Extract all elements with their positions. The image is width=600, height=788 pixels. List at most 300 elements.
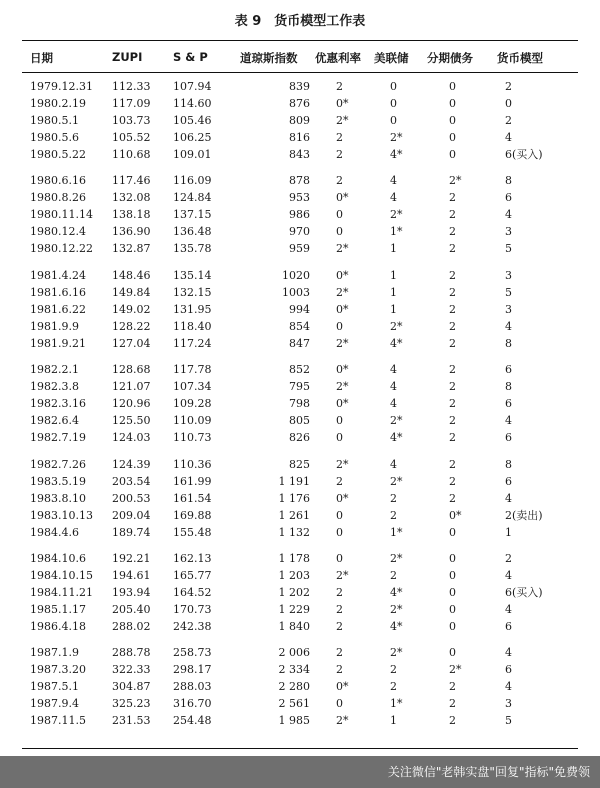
cell-date: 1981.6.22 — [30, 302, 86, 316]
cell-zupi: 149.02 — [112, 302, 151, 316]
cell-dow: 1 202 — [278, 586, 310, 599]
header-date: 日期 — [30, 51, 53, 65]
cell-fed: 1* — [390, 525, 403, 539]
cell-installment: 2 — [449, 474, 456, 488]
cell-pref-rate: 2 — [336, 646, 343, 660]
cell-model: 2(卖出) — [505, 508, 543, 522]
cell-model: 4 — [505, 603, 512, 616]
cell-fed: 2 — [390, 491, 397, 505]
table-row — [0, 267, 600, 284]
cell-pref-rate: 2* — [336, 569, 349, 582]
cell-sp: 135.14 — [173, 268, 212, 282]
cell-model: 4 — [505, 646, 512, 660]
cell-pref-rate: 0* — [336, 491, 349, 505]
cell-model: 6 — [505, 474, 512, 488]
cell-dow: 852 — [289, 363, 310, 377]
cell-installment: 2 — [449, 363, 456, 377]
cell-fed: 4 — [390, 363, 397, 377]
table-row — [0, 361, 600, 378]
cell-installment: 2 — [449, 714, 456, 728]
table-row — [0, 129, 600, 146]
table-row — [0, 601, 600, 618]
cell-installment: 0 — [449, 97, 456, 110]
cell-dow: 2 280 — [278, 680, 310, 694]
cell-sp: 132.15 — [173, 285, 212, 299]
table-row — [0, 112, 600, 129]
cell-model: 3 — [505, 225, 512, 239]
cell-fed: 1* — [390, 697, 403, 711]
cell-zupi: 103.73 — [112, 114, 151, 127]
cell-installment: 2 — [449, 380, 456, 394]
cell-fed: 1 — [390, 285, 397, 299]
cell-sp: 137.15 — [173, 208, 212, 222]
cell-pref-rate: 0 — [336, 225, 343, 239]
table-row — [0, 456, 600, 473]
cell-zupi: 132.87 — [112, 242, 151, 256]
cell-sp: 242.38 — [173, 620, 212, 633]
cell-installment: 2 — [449, 491, 456, 505]
cell-sp: 110.09 — [173, 414, 212, 428]
cell-sp: 161.54 — [173, 491, 212, 505]
cell-date: 1980.11.14 — [30, 208, 93, 222]
table-row — [0, 318, 600, 335]
cell-fed: 1 — [390, 302, 397, 316]
cell-sp: 161.99 — [173, 474, 212, 488]
cell-model: 1 — [505, 525, 512, 539]
cell-date: 1981.6.16 — [30, 285, 86, 299]
cell-fed: 0 — [390, 97, 397, 110]
table-row — [0, 78, 600, 95]
cell-pref-rate: 2 — [336, 474, 343, 488]
table-row — [0, 301, 600, 318]
cell-date: 1981.9.9 — [30, 319, 79, 333]
table-row — [0, 146, 600, 163]
table-row — [0, 490, 600, 507]
cell-zupi: 124.03 — [112, 431, 151, 445]
cell-pref-rate: 0* — [336, 680, 349, 694]
cell-fed: 4* — [390, 148, 403, 161]
cell-installment: 0 — [449, 131, 456, 144]
cell-model: 5 — [505, 285, 512, 299]
header-fed: 美联储 — [374, 51, 409, 65]
cell-model: 5 — [505, 714, 512, 728]
cell-dow: 805 — [289, 414, 310, 428]
cell-model: 6 — [505, 397, 512, 411]
header-zupi: ZUPI — [112, 50, 143, 64]
cell-zupi: 132.08 — [112, 191, 151, 205]
cell-model: 6 — [505, 363, 512, 377]
cell-model: 6 — [505, 431, 512, 445]
cell-zupi: 138.18 — [112, 208, 151, 222]
watermark-banner: 关注微信"老韩实盘"回复"指标"免费领 — [0, 756, 600, 788]
cell-fed: 4 — [390, 174, 397, 188]
cell-date: 1982.7.19 — [30, 431, 86, 445]
table-row — [0, 507, 600, 524]
cell-date: 1981.9.21 — [30, 336, 86, 350]
cell-dow: 876 — [289, 97, 310, 110]
cell-sp: 164.52 — [173, 586, 212, 599]
cell-model: 2 — [505, 552, 512, 565]
cell-date: 1987.11.5 — [30, 714, 86, 728]
cell-date: 1987.3.20 — [30, 663, 86, 677]
cell-fed: 4* — [390, 586, 403, 599]
cell-pref-rate: 2 — [336, 80, 343, 93]
cell-dow: 1 840 — [278, 620, 310, 633]
cell-installment: 0 — [449, 148, 456, 161]
table-row — [0, 695, 600, 712]
cell-model: 8 — [505, 380, 512, 394]
cell-installment: 2 — [449, 697, 456, 711]
cell-dow: 1 229 — [278, 603, 310, 616]
cell-pref-rate: 2 — [336, 148, 343, 161]
cell-date: 1985.1.17 — [30, 603, 86, 616]
cell-zupi: 288.02 — [112, 620, 151, 633]
cell-fed: 1* — [390, 225, 403, 239]
cell-sp: 110.73 — [173, 431, 212, 445]
cell-zupi: 304.87 — [112, 680, 151, 694]
cell-model: 5 — [505, 242, 512, 256]
table-row — [0, 172, 600, 189]
cell-pref-rate: 0 — [336, 208, 343, 222]
cell-dow: 1 132 — [278, 525, 310, 539]
cell-dow: 986 — [289, 208, 310, 222]
cell-zupi: 231.53 — [112, 714, 151, 728]
cell-model: 8 — [505, 457, 512, 471]
table-row — [0, 524, 600, 541]
table-row — [0, 335, 600, 352]
cell-date: 1979.12.31 — [30, 80, 93, 93]
table-row — [0, 473, 600, 490]
cell-sp: 114.60 — [173, 97, 212, 110]
cell-zupi: 117.09 — [112, 97, 151, 110]
cell-pref-rate: 2* — [336, 336, 349, 350]
cell-sp: 298.17 — [173, 663, 212, 677]
cell-fed: 2* — [390, 414, 403, 428]
cell-pref-rate: 0 — [336, 552, 343, 565]
cell-sp: 135.78 — [173, 242, 212, 256]
top-rule — [22, 40, 578, 41]
cell-installment: 0 — [449, 620, 456, 633]
cell-installment: 2 — [449, 414, 456, 428]
cell-dow: 843 — [289, 148, 310, 161]
cell-zupi: 194.61 — [112, 569, 151, 582]
cell-pref-rate: 0* — [336, 363, 349, 377]
cell-fed: 2* — [390, 208, 403, 222]
cell-pref-rate: 2* — [336, 380, 349, 394]
table-row — [0, 429, 600, 446]
cell-fed: 1 — [390, 268, 397, 282]
cell-zupi: 110.68 — [112, 148, 151, 161]
cell-pref-rate: 0* — [336, 191, 349, 205]
header-installment: 分期债务 — [427, 51, 473, 65]
cell-pref-rate: 0 — [336, 508, 343, 522]
cell-installment: 2 — [449, 319, 456, 333]
cell-pref-rate: 0 — [336, 525, 343, 539]
header-sp: S & P — [173, 50, 208, 64]
cell-zupi: 209.04 — [112, 508, 151, 522]
cell-fed: 0 — [390, 80, 397, 93]
cell-zupi: 105.52 — [112, 131, 151, 144]
cell-installment: 2 — [449, 336, 456, 350]
cell-zupi: 149.84 — [112, 285, 151, 299]
cell-dow: 1020 — [282, 268, 310, 282]
cell-fed: 4* — [390, 336, 403, 350]
cell-dow: 798 — [289, 397, 310, 411]
cell-sp: 155.48 — [173, 525, 212, 539]
cell-zupi: 112.33 — [112, 80, 151, 93]
cell-fed: 2 — [390, 663, 397, 677]
cell-zupi: 203.54 — [112, 474, 151, 488]
cell-installment: 2 — [449, 397, 456, 411]
cell-date: 1983.5.19 — [30, 474, 86, 488]
cell-zupi: 124.39 — [112, 457, 151, 471]
cell-fed: 4 — [390, 397, 397, 411]
cell-model: 4 — [505, 491, 512, 505]
cell-fed: 1 — [390, 714, 397, 728]
cell-dow: 878 — [289, 174, 310, 188]
table-row — [0, 567, 600, 584]
cell-model: 4 — [505, 569, 512, 582]
cell-fed: 4* — [390, 431, 403, 445]
cell-dow: 1 191 — [278, 474, 310, 488]
cell-date: 1987.9.4 — [30, 697, 79, 711]
cell-model: 6 — [505, 191, 512, 205]
cell-date: 1980.8.26 — [30, 191, 86, 205]
cell-model: 6 — [505, 620, 512, 633]
cell-installment: 2 — [449, 285, 456, 299]
cell-date: 1986.4.18 — [30, 620, 86, 633]
cell-pref-rate: 2* — [336, 242, 349, 256]
cell-pref-rate: 2 — [336, 586, 343, 599]
cell-fed: 2* — [390, 603, 403, 616]
cell-fed: 2* — [390, 552, 403, 565]
table-row — [0, 412, 600, 429]
table-row — [0, 240, 600, 257]
table-row — [0, 378, 600, 395]
table-row — [0, 644, 600, 661]
cell-fed: 4 — [390, 191, 397, 205]
cell-model: 3 — [505, 268, 512, 282]
cell-sp: 105.46 — [173, 114, 212, 127]
cell-dow: 816 — [289, 131, 310, 144]
cell-sp: 116.09 — [173, 174, 212, 188]
cell-zupi: 322.33 — [112, 663, 151, 677]
cell-fed: 2* — [390, 474, 403, 488]
cell-installment: 0 — [449, 569, 456, 582]
cell-zupi: 136.90 — [112, 225, 151, 239]
cell-installment: 0 — [449, 646, 456, 660]
cell-dow: 1003 — [282, 285, 310, 299]
cell-model: 6(买入) — [505, 148, 543, 161]
cell-date: 1982.6.4 — [30, 414, 79, 428]
cell-model: 4 — [505, 680, 512, 694]
cell-sp: 258.73 — [173, 646, 212, 660]
cell-fed: 2* — [390, 646, 403, 660]
header-model: 货币模型 — [497, 51, 543, 65]
bottom-rule — [22, 748, 578, 749]
cell-installment: 0 — [449, 603, 456, 616]
cell-installment: 2* — [449, 663, 462, 677]
cell-installment: 2 — [449, 431, 456, 445]
cell-model: 3 — [505, 697, 512, 711]
cell-fed: 2* — [390, 131, 403, 144]
cell-sp: 131.95 — [173, 302, 212, 316]
cell-installment: 0 — [449, 586, 456, 599]
cell-date: 1984.11.21 — [30, 586, 93, 599]
cell-installment: 0 — [449, 525, 456, 539]
cell-installment: 0* — [449, 508, 462, 522]
cell-dow: 839 — [289, 80, 310, 93]
cell-sp: 254.48 — [173, 714, 212, 728]
header-rule — [22, 72, 578, 73]
table-row — [0, 284, 600, 301]
cell-model: 8 — [505, 174, 512, 188]
cell-zupi: 205.40 — [112, 603, 151, 616]
cell-sp: 118.40 — [173, 319, 212, 333]
table-row — [0, 189, 600, 206]
cell-pref-rate: 0 — [336, 414, 343, 428]
cell-dow: 994 — [289, 302, 310, 316]
cell-pref-rate: 2 — [336, 174, 343, 188]
cell-pref-rate: 0 — [336, 697, 343, 711]
table-row — [0, 95, 600, 112]
cell-fed: 4 — [390, 380, 397, 394]
cell-installment: 2 — [449, 457, 456, 471]
cell-sp: 109.01 — [173, 148, 212, 161]
cell-sp: 136.48 — [173, 225, 212, 239]
cell-installment: 2 — [449, 302, 456, 316]
cell-dow: 1 261 — [278, 508, 310, 522]
cell-pref-rate: 2 — [336, 663, 343, 677]
cell-sp: 169.88 — [173, 508, 212, 522]
cell-date: 1980.6.16 — [30, 174, 86, 188]
cell-sp: 117.24 — [173, 336, 212, 350]
cell-date: 1980.5.1 — [30, 114, 79, 127]
cell-installment: 2* — [449, 174, 462, 188]
cell-pref-rate: 2 — [336, 620, 343, 633]
cell-date: 1983.10.13 — [30, 508, 93, 522]
cell-pref-rate: 0 — [336, 319, 343, 333]
cell-dow: 953 — [289, 191, 310, 205]
cell-dow: 795 — [289, 380, 310, 394]
cell-pref-rate: 2* — [336, 457, 349, 471]
cell-zupi: 120.96 — [112, 397, 151, 411]
cell-model: 4 — [505, 131, 512, 144]
cell-installment: 2 — [449, 680, 456, 694]
cell-dow: 1 203 — [278, 569, 310, 582]
cell-sp: 109.28 — [173, 397, 212, 411]
cell-date: 1982.3.16 — [30, 397, 86, 411]
cell-installment: 2 — [449, 268, 456, 282]
cell-model: 6 — [505, 663, 512, 677]
cell-date: 1980.2.19 — [30, 97, 86, 110]
cell-zupi: 121.07 — [112, 380, 151, 394]
cell-fed: 2 — [390, 569, 397, 582]
cell-model: 0 — [505, 97, 512, 110]
cell-date: 1980.5.6 — [30, 131, 79, 144]
cell-dow: 1 176 — [278, 491, 310, 505]
cell-zupi: 148.46 — [112, 268, 151, 282]
cell-date: 1987.1.9 — [30, 646, 79, 660]
cell-installment: 2 — [449, 208, 456, 222]
cell-date: 1980.5.22 — [30, 148, 86, 161]
cell-model: 4 — [505, 319, 512, 333]
cell-zupi: 128.68 — [112, 363, 151, 377]
cell-dow: 959 — [289, 242, 310, 256]
cell-fed: 0 — [390, 114, 397, 127]
cell-dow: 826 — [289, 431, 310, 445]
table-header — [0, 50, 600, 68]
cell-dow: 1 985 — [278, 714, 310, 728]
cell-pref-rate: 0* — [336, 97, 349, 110]
cell-sp: 107.34 — [173, 380, 212, 394]
cell-fed: 2 — [390, 680, 397, 694]
cell-model: 6(买入) — [505, 586, 543, 599]
cell-zupi: 192.21 — [112, 552, 151, 565]
cell-model: 3 — [505, 302, 512, 316]
cell-date: 1984.4.6 — [30, 525, 79, 539]
table-row — [0, 618, 600, 635]
table-title: 表 9 货币模型工作表 — [234, 14, 366, 29]
cell-dow: 809 — [289, 114, 310, 127]
cell-sp: 165.77 — [173, 569, 212, 582]
header-dow: 道琼斯指数 — [240, 51, 298, 65]
cell-pref-rate: 0* — [336, 302, 349, 316]
cell-dow: 970 — [289, 225, 310, 239]
cell-sp: 107.94 — [173, 80, 212, 93]
cell-dow: 825 — [289, 457, 310, 471]
cell-dow: 847 — [289, 336, 310, 350]
cell-zupi: 200.53 — [112, 491, 151, 505]
cell-pref-rate: 0 — [336, 431, 343, 445]
cell-pref-rate: 0* — [336, 268, 349, 282]
cell-dow: 854 — [289, 319, 310, 333]
cell-zupi: 288.78 — [112, 646, 151, 660]
cell-model: 2 — [505, 80, 512, 93]
cell-date: 1983.8.10 — [30, 491, 86, 505]
cell-zupi: 117.46 — [112, 174, 151, 188]
table-row — [0, 661, 600, 678]
cell-fed: 1 — [390, 242, 397, 256]
cell-installment: 0 — [449, 80, 456, 93]
cell-fed: 4 — [390, 457, 397, 471]
cell-dow: 2 561 — [278, 697, 310, 711]
table-row — [0, 223, 600, 240]
table-row — [0, 584, 600, 601]
cell-date: 1981.4.24 — [30, 268, 86, 282]
cell-zupi: 193.94 — [112, 586, 151, 599]
cell-sp: 110.36 — [173, 457, 212, 471]
table-row — [0, 206, 600, 223]
cell-zupi: 189.74 — [112, 525, 151, 539]
cell-pref-rate: 0* — [336, 397, 349, 411]
cell-zupi: 128.22 — [112, 319, 151, 333]
cell-date: 1982.7.26 — [30, 457, 86, 471]
table-row — [0, 395, 600, 412]
cell-fed: 4* — [390, 620, 403, 633]
cell-zupi: 127.04 — [112, 336, 151, 350]
cell-model: 8 — [505, 336, 512, 350]
cell-pref-rate: 2* — [336, 114, 349, 127]
cell-dow: 2 006 — [278, 646, 310, 660]
cell-sp: 124.84 — [173, 191, 212, 205]
cell-installment: 2 — [449, 225, 456, 239]
cell-pref-rate: 2* — [336, 285, 349, 299]
header-pref-rate: 优惠利率 — [315, 51, 361, 65]
cell-date: 1980.12.22 — [30, 242, 93, 256]
cell-sp: 162.13 — [173, 552, 212, 565]
cell-date: 1984.10.6 — [30, 552, 86, 565]
